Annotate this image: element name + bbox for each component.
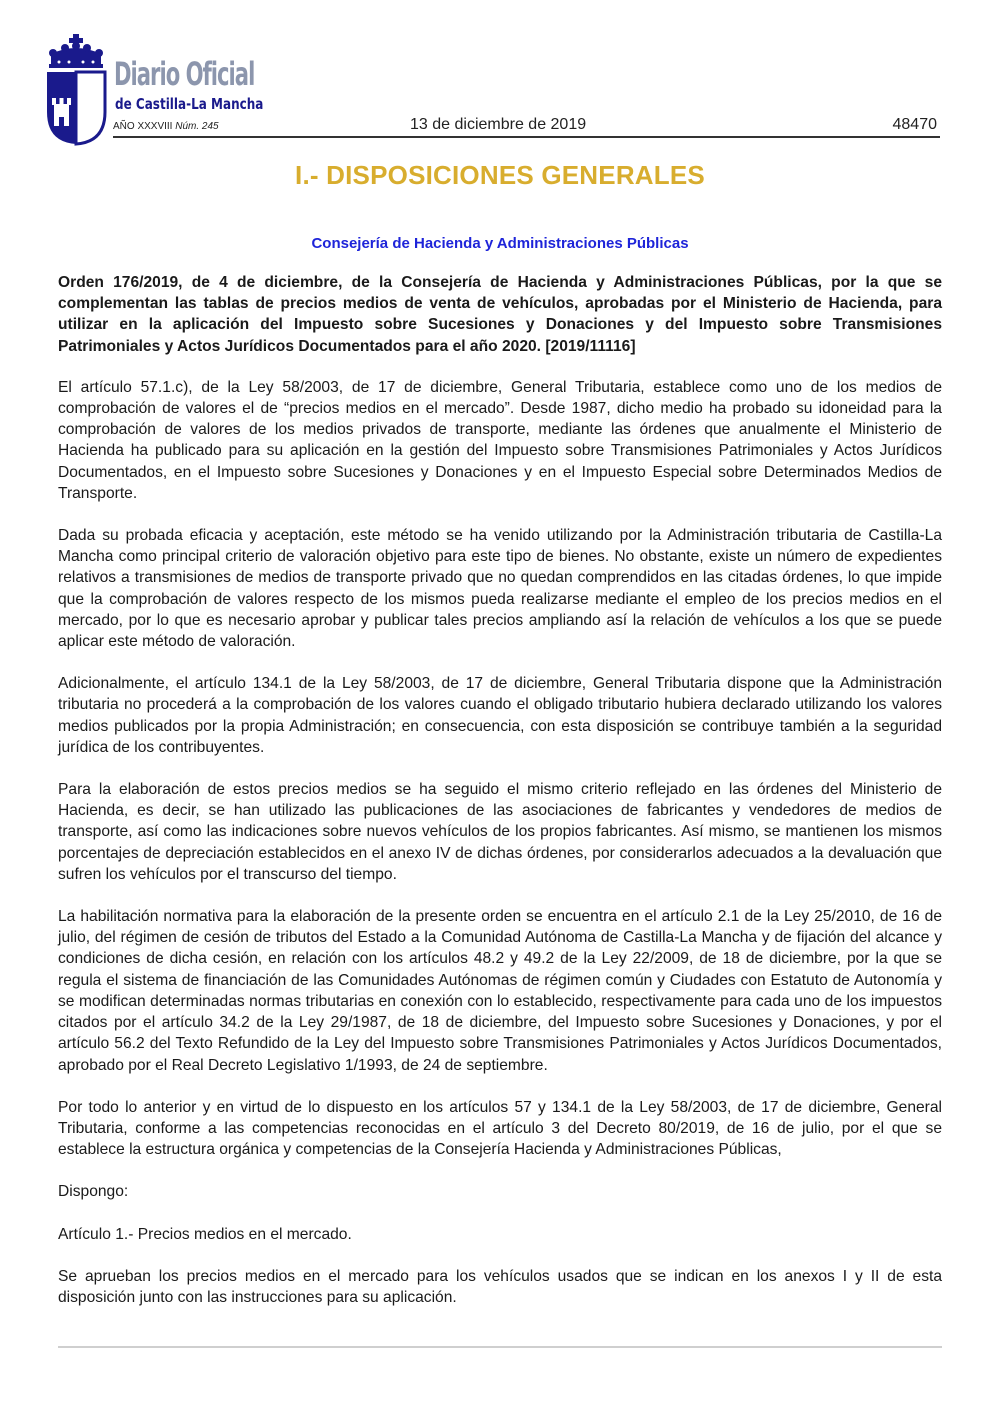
department-name: Consejería de Hacienda y Administraciones Públicas xyxy=(311,235,689,252)
document-body xyxy=(58,272,942,1329)
issue-number: Núm. 245 xyxy=(175,121,219,132)
brand-subtitle: de Castilla-La Mancha xyxy=(115,95,264,113)
paragraph: Adicionalmente, el artículo 134.1 de la Ley 58/2003, de 17 de diciembre, General Tributaria dispone que la Administración tributaria no procederá a la comprobación de los valores cuando el obligado tributario hubiera declarado utilizando los valores medios publicados por la propia Administración; en consecuencia, con esta disposición se contribuye también a la seguridad jurídica de los contribuyentes. xyxy=(58,675,942,756)
paragraph: Por todo lo anterior y en virtud de lo dispuesto en los artículos 57 y 134.1 de la Ley 58/2003, de 17 de diciembre, General Tributaria, conforme a las competencias reconocidas en el artículo 3 del Decreto 80/2019, de 16 de julio, por el que se establece la estructura orgánica y competencias de la Consejería Hacienda y Administraciones Públicas, xyxy=(58,1098,942,1159)
article-heading: Artículo 1.- Precios medios en el mercado. xyxy=(58,1225,352,1243)
paragraph: Se aprueban los precios medios en el mercado para los vehículos usados que se indican en los anexos I y II de esta disposición junto con las instrucciones para su aplicación. xyxy=(58,1267,942,1306)
brand-title: Diario Oficial xyxy=(114,55,255,93)
header-divider xyxy=(113,136,940,138)
order-title: Orden 176/2019, de 4 de diciembre, de la Consejería de Hacienda y Administraciones Públicas, por la que se complementan las tablas de precios medios de venta de vehículos, aprobadas por el Ministerio de Hacienda, para utilizar en la aplicación del Impuesto sobre Sucesiones y Donaciones y del Impuesto sobre Transmisiones Patrimoniales y Actos Jurídicos Documentados para el año 2020. [2019/11116] xyxy=(58,274,942,355)
paragraph: La habilitación normativa para la elaboración de la presente orden se encuentra en el artículo 2.1 de la Ley 25/2010, de 16 de julio, del régimen de cesión de tributos del Estado a la Comunidad Autónoma de Castilla-La Mancha y de fijación del alcance y condiciones de dicha cesión, en relación con los artículos 48.2 y 49.2 de la Ley 22/2009, de 18 de diciembre, por la que se regula el sistema de financiación de las Comunidades Autónomas de régimen común y Ciudades con Estatuto de Autonomía y se modifican determinadas normas tributarias en conexión con lo establecido, respectivamente para cada uno de los impuestos citados por el artículo 34.2 de la Ley 29/1987, de 18 de diciembre, del Impuesto sobre Sucesiones y Donaciones, y por el artículo 56.2 del Texto Refundido de la Ley del Impuesto sobre Transmisiones Patrimoniales y Actos Jurídicos Documentados, aprobado por el Real Decreto Legislativo 1/1993, de 24 de septiembre. xyxy=(58,908,942,1074)
footer-divider xyxy=(58,1346,942,1348)
year-label: AÑO XXXVIII xyxy=(113,121,173,132)
paragraph: Dispongo: xyxy=(58,1183,129,1201)
paragraph: Para la elaboración de estos precios medios se ha seguido el mismo criterio reflejado en las órdenes del Ministerio de Hacienda, es decir, se han utilizado las publicaciones de las asociaciones de fabricantes y vendedores de medios de transporte, así como las indicaciones sobre nuevos vehículos de los propios fabricantes. Así mismo, se mantienen los mismos porcentajes de depreciación establecidos en el anexo IV de dichas órdenes, por considerarlos adecuados a la devaluación que sufren los vehículos por el transcurso del tiempo. xyxy=(58,781,942,883)
issue-line xyxy=(113,121,219,132)
section-title: I.- DISPOSICIONES GENERALES xyxy=(295,160,705,190)
page-number: 48470 xyxy=(892,116,937,133)
coat-of-arms-icon xyxy=(45,34,107,146)
paragraph: Dada su probada eficacia y aceptación, este método se ha venido utilizando por la Administración tributaria de Castilla-La Mancha como principal criterio de valoración objetivo para este tipo de bienes. No obstante, existe un número de expedientes relativos a transmisiones de medios de transporte privado que no quedan comprendidos en las citadas órdenes, lo que impide que la comprobación de valores respecto de los mismos pueda realizarse mediante el empleo de los precios medios en el mercado, por lo que es necesario aprobar y publicar tales precios ampliando así la relación de vehículos a los que se puede aplicar este método de valoración. xyxy=(58,527,942,651)
paragraph: El artículo 57.1.c), de la Ley 58/2003, de 17 de diciembre, General Tributaria, establece como uno de los medios de comprobación de valores el de “precios medios en el mercado”. Desde 1987, dicho medio ha probado su idoneidad para la comprobación de valores de los medios privados de transporte, mediante las órdenes que anualmente el Ministerio de Hacienda ha publicado para su aplicación en la gestión del Impuesto sobre Transmisiones Patrimoniales y Actos Jurídicos Documentados, en el Impuesto sobre Sucesiones y Donaciones y en el Impuesto Especial sobre Determinados Medios de Transporte. xyxy=(58,378,942,502)
publication-date: 13 de diciembre de 2019 xyxy=(410,116,587,133)
